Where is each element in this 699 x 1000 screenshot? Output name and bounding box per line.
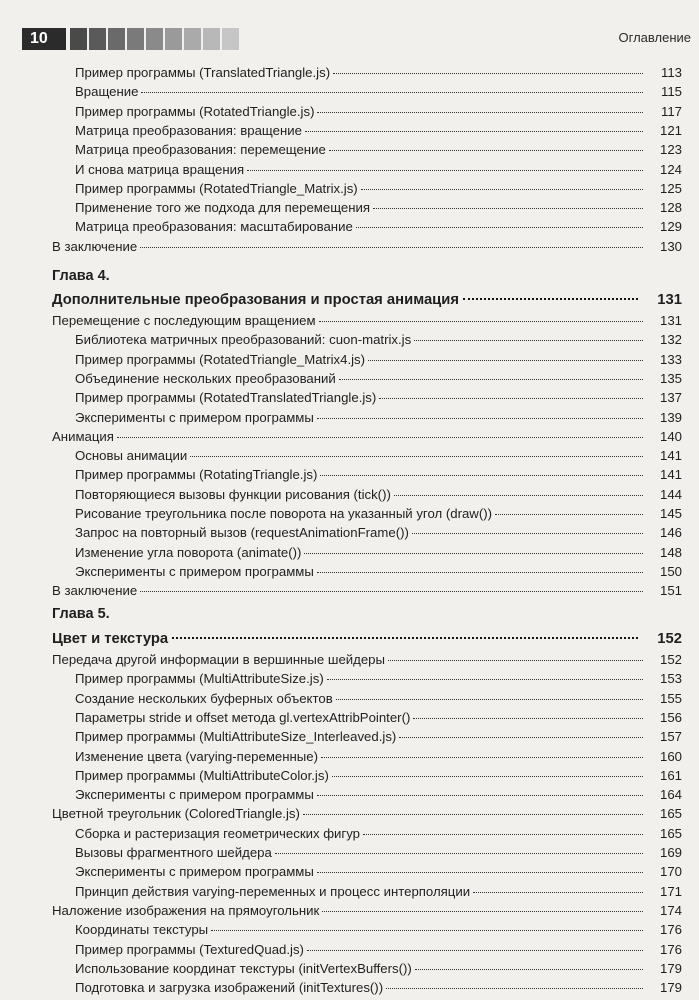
toc-entry-title: Изменение угла поворота (animate()) [75, 544, 302, 560]
dot-leader [317, 572, 643, 573]
dot-leader [332, 776, 643, 777]
toc-entry-page: 179 [659, 960, 682, 976]
dot-leader [117, 437, 643, 438]
toc-entry-page: 129 [659, 219, 682, 235]
toc-entry[interactable] [0, 940, 699, 959]
toc-entry-page: 131 [659, 313, 682, 328]
toc-entry-title: Вращение [75, 84, 139, 100]
chapter-5-title: Цвет и текстура [52, 631, 169, 647]
toc-entry-title: Эксперименты с примером программы [75, 409, 314, 425]
toc-entry-title: Матрица преобразования: вращение [75, 122, 302, 138]
dot-leader [317, 872, 643, 873]
toc-entry[interactable] [0, 882, 699, 901]
toc-entry[interactable] [0, 388, 699, 407]
toc-entry[interactable] [0, 408, 699, 427]
toc-entry[interactable] [0, 140, 699, 159]
toc-entry-title: Объединение нескольких преобразований [75, 370, 336, 386]
dot-leader [190, 456, 643, 457]
dot-leader [317, 795, 643, 796]
toc-entry-title: Анимация [52, 428, 114, 444]
dot-leader [361, 189, 643, 190]
dot-leader [412, 533, 643, 534]
dot-leader [319, 321, 643, 322]
toc-entry-page: 130 [659, 238, 682, 254]
toc-entry[interactable] [0, 311, 699, 330]
toc-entry-page: 123 [659, 142, 682, 158]
toc-entry-title: Передача другой информации в вершинные шейдеры [52, 652, 385, 667]
toc-entry-title: Использование координат текстуры (initVertexBuffers()) [75, 960, 412, 976]
chapter-4-label: Глава 4. [52, 268, 110, 284]
toc-entry-page: 128 [659, 200, 682, 216]
toc-entry-page: 165 [659, 825, 682, 841]
dot-leader [322, 911, 643, 912]
toc-entry-title: Координаты текстуры [75, 922, 209, 938]
toc-entry-title: Пример программы (RotatingTriangle.js) [75, 467, 318, 483]
toc-entry[interactable] [0, 785, 699, 804]
dot-leader [336, 699, 643, 700]
dot-leader [247, 170, 643, 171]
dot-leader [275, 853, 643, 854]
page-number: 10 [22, 28, 66, 50]
toc-entry-title: Пример программы (MultiAttributeSize_Interleaved.js) [75, 729, 397, 745]
toc-entry[interactable] [0, 959, 699, 978]
toc-entry[interactable] [0, 843, 699, 862]
dot-leader [172, 637, 638, 639]
dot-leader [495, 514, 643, 515]
toc-entry-title: Сборка и растеризация геометрических фигур [75, 825, 361, 841]
toc-entry-page: 133 [659, 351, 682, 367]
toc-entry-title: Вызовы фрагментного шейдера [75, 845, 272, 860]
toc-entry-page: 145 [659, 506, 682, 521]
toc-entry-title: Наложение изображения на прямоугольник [52, 902, 320, 918]
toc-entry-page: 137 [659, 390, 682, 406]
toc-entry-title: Пример программы (RotatedTriangle.js) [75, 103, 315, 119]
toc-entry-title: В заключение [52, 238, 138, 254]
dot-leader [304, 553, 643, 554]
toc-entry[interactable] [0, 543, 699, 562]
toc-entry-title: Цветной треугольник (ColoredTriangle.js) [52, 806, 300, 822]
dot-leader [473, 892, 643, 893]
toc-entry[interactable] [0, 237, 699, 256]
toc-entry-page: 148 [659, 544, 682, 560]
chapter-5-label: Глава 5. [52, 606, 110, 622]
dot-leader [320, 475, 643, 476]
toc-entry[interactable] [0, 485, 699, 504]
toc-entry-page: 141 [659, 448, 682, 464]
section-title: Оглавление [618, 30, 691, 45]
toc-entry[interactable] [0, 465, 699, 484]
toc-entry-page: 144 [659, 486, 682, 502]
toc-entry[interactable] [0, 179, 699, 198]
toc-entry-title: Подготовка и загрузка изображений (initTextures()) [75, 980, 384, 996]
toc-entry[interactable] [0, 581, 699, 600]
toc-entry[interactable] [0, 350, 699, 369]
toc-entry-title: Запрос на повторный вызов (requestAnimationFrame()) [75, 525, 409, 541]
toc-entry[interactable] [0, 330, 699, 349]
toc-entry-title: Пример программы (TranslatedTriangle.js) [75, 65, 331, 80]
toc-entry-page: 157 [659, 729, 682, 745]
toc-entry[interactable] [0, 978, 699, 997]
toc-entry-page: 152 [659, 652, 682, 667]
toc-entry[interactable] [0, 824, 699, 843]
toc-entry-title: Пример программы (RotatedTriangle_Matrix.js) [75, 180, 358, 196]
toc-entry-title: В заключение [52, 583, 138, 599]
toc-entry-title: Эксперименты с примером программы [75, 563, 314, 579]
toc-entry-page: 176 [659, 941, 682, 957]
chapter-5-title-row[interactable] [0, 629, 699, 649]
dot-leader [339, 379, 643, 380]
dot-leader [321, 757, 643, 758]
toc-entry-title: Перемещение с последующим вращением [52, 313, 316, 328]
toc-entry[interactable] [0, 427, 699, 446]
toc-entry-title: Пример программы (RotatedTranslatedTriangle.js) [75, 390, 377, 406]
chapter-5-page: 152 [657, 631, 682, 647]
dot-leader [379, 398, 643, 399]
toc-entry[interactable] [0, 160, 699, 179]
toc-entry[interactable] [0, 708, 699, 727]
toc-entry-page: 132 [659, 332, 682, 348]
toc-entry[interactable] [0, 63, 699, 82]
dot-leader [305, 131, 643, 132]
dot-leader [211, 930, 643, 931]
toc-entry-page: 117 [660, 103, 682, 119]
chapter-4-page: 131 [657, 292, 682, 308]
toc-entry-title: Повторяющиеся вызовы функции рисования (tick()) [75, 486, 391, 502]
toc-entry-page: 174 [659, 902, 682, 918]
toc-entry[interactable] [0, 766, 699, 785]
toc-entry-page: 171 [659, 883, 682, 899]
chapter-4-title: Дополнительные преобразования и простая анимация [52, 292, 460, 308]
toc-entry[interactable] [0, 920, 699, 939]
dot-leader [394, 495, 643, 496]
toc-entry-page: 161 [659, 767, 682, 783]
dot-leader [140, 247, 643, 248]
toc-entry[interactable] [0, 102, 699, 121]
dot-leader [333, 73, 643, 74]
toc-entry-page: 121 [659, 122, 682, 138]
toc-entry-page: 115 [660, 84, 682, 100]
dot-leader [413, 718, 643, 719]
toc-entry-page: 165 [659, 806, 682, 822]
toc-entry[interactable] [0, 804, 699, 823]
toc-entry-page: 150 [659, 563, 682, 579]
toc-entry-page: 155 [659, 690, 682, 706]
toc-entry-page: 124 [659, 161, 682, 177]
dot-leader [415, 969, 643, 970]
toc-entry-title: Изменение цвета (varying-переменные) [75, 748, 318, 764]
dot-leader [356, 227, 643, 228]
page-header [0, 28, 699, 50]
toc-entry-title: Пример программы (RotatedTriangle_Matrix4.js) [75, 351, 366, 367]
toc-entry[interactable] [0, 727, 699, 746]
toc-entry-page: 156 [659, 709, 682, 725]
toc-entry-title: Пример программы (TexturedQuad.js) [75, 941, 304, 957]
toc-entry-title: Матрица преобразования: масштабирование [75, 219, 353, 235]
toc-entry-title: Создание нескольких буферных объектов [75, 690, 333, 706]
toc-entry[interactable] [0, 650, 699, 669]
toc-entry-page: 146 [659, 525, 682, 541]
dot-leader [303, 814, 643, 815]
toc-entry-page: 151 [659, 583, 682, 599]
toc-entry[interactable] [0, 446, 699, 465]
toc-entry[interactable] [0, 901, 699, 920]
toc-entry[interactable] [0, 369, 699, 388]
dot-leader [140, 591, 643, 592]
toc-entry[interactable] [0, 562, 699, 581]
toc-entry-page: 113 [660, 65, 682, 80]
dot-leader [317, 418, 643, 419]
toc-entry[interactable] [0, 747, 699, 766]
toc-entry-title: Применение того же подхода для перемещения [75, 200, 371, 216]
toc-entry-page: 139 [659, 409, 682, 425]
toc-entry[interactable] [0, 523, 699, 542]
dot-leader [141, 92, 643, 93]
dot-leader [317, 112, 643, 113]
header-decoration [70, 28, 239, 50]
toc-entry-page: 141 [659, 467, 682, 483]
dot-leader [388, 660, 643, 661]
toc-entry-page: 140 [659, 428, 682, 444]
toc-entry-page: 125 [659, 180, 682, 196]
toc-entry-title: Эксперименты с примером программы [75, 787, 314, 803]
toc-entry-page: 169 [659, 845, 682, 860]
toc-entry-title: Матрица преобразования: перемещение [75, 142, 326, 158]
toc-entry-title: Основы анимации [75, 448, 188, 464]
toc-entry[interactable] [0, 217, 699, 236]
dot-leader [386, 988, 643, 989]
toc-entry-page: 135 [659, 370, 682, 386]
toc-entry-page: 176 [659, 922, 682, 938]
toc-entry-title: И снова матрица вращения [75, 161, 245, 177]
dot-leader [414, 340, 643, 341]
toc-entry-page: 179 [659, 980, 682, 996]
toc-entry[interactable] [0, 121, 699, 140]
toc-entry[interactable] [0, 82, 699, 101]
toc-entry-title: Рисование треугольника после поворота на указанный угол (draw()) [75, 506, 493, 521]
toc-entry-page: 170 [659, 864, 682, 880]
toc-entry-title: Пример программы (MultiAttributeColor.js) [75, 767, 329, 783]
dot-leader [463, 298, 638, 300]
dot-leader [327, 679, 643, 680]
toc-entry[interactable] [0, 504, 699, 523]
dot-leader [368, 360, 643, 361]
dot-leader [329, 150, 643, 151]
toc-entry-page: 153 [659, 671, 682, 687]
toc-entry-page: 164 [659, 787, 682, 803]
dot-leader [307, 950, 643, 951]
toc-entry-title: Принцип действия varying-переменных и процесс интерполяции [75, 883, 471, 899]
dot-leader [373, 208, 643, 209]
toc-entry[interactable] [0, 862, 699, 881]
toc-entry-page: 160 [659, 748, 682, 764]
dot-leader [363, 834, 643, 835]
toc-entry-title: Параметры stride и offset метода gl.vertexAttribPointer() [75, 709, 411, 725]
toc-entry[interactable] [0, 669, 699, 688]
toc-entry[interactable] [0, 198, 699, 217]
toc-entry-title: Эксперименты с примером программы [75, 864, 314, 880]
toc-entry-title: Библиотека матричных преобразований: cuon-matrix.js [75, 332, 412, 348]
toc-entry[interactable] [0, 689, 699, 708]
toc-entry-title: Пример программы (MultiAttributeSize.js) [75, 671, 324, 687]
chapter-4-title-row[interactable] [0, 290, 699, 310]
dot-leader [399, 737, 643, 738]
